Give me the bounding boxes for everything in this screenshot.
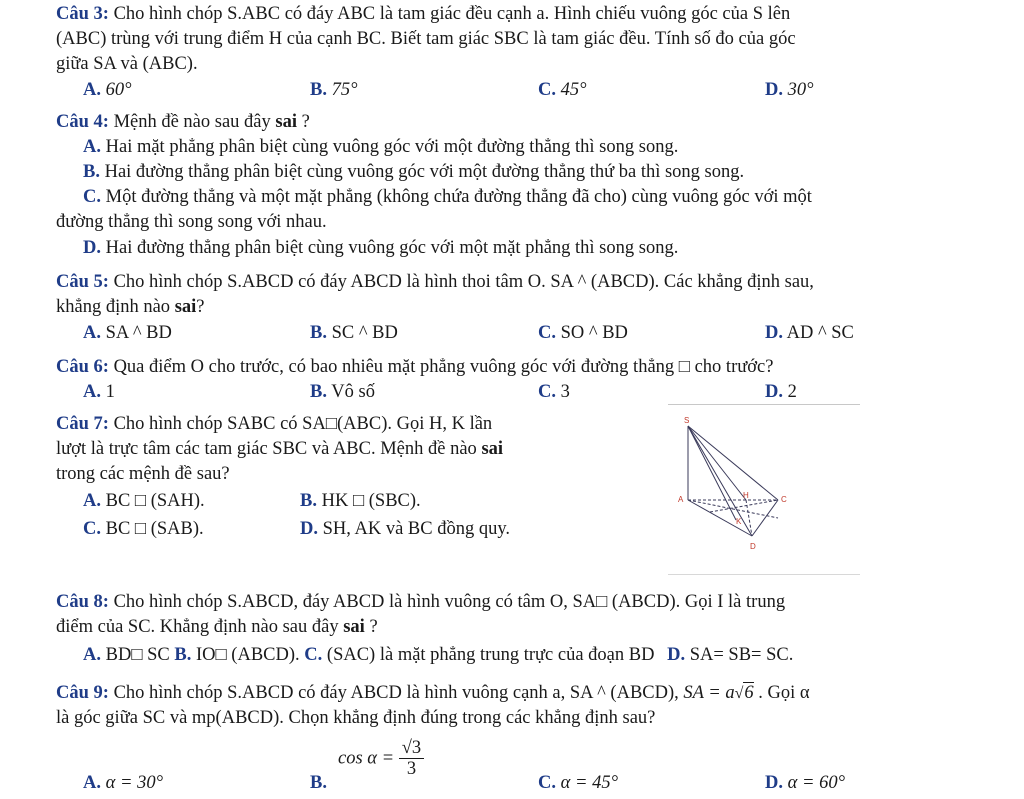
q6-option-a: A. 1 xyxy=(83,382,115,402)
q5-line-1: Câu 5: Cho hình chóp S.ABCD có đáy ABCD là hình thoi tâm O. SA ^ (ABCD). Các khẳng định sau, xyxy=(56,272,814,292)
q8-option-c: C. (SAC) là mặt phẳng trung trực của đoạn BD xyxy=(304,645,655,665)
q6-line-1: Câu 6: Qua điểm O cho trước, có bao nhiêu mặt phẳng vuông góc với đường thẳng □ cho trước? xyxy=(56,357,774,377)
q4-number: Câu 4: xyxy=(56,112,109,132)
q7-option-c: C. BC □ (SAB). xyxy=(83,519,204,539)
edge-sd xyxy=(688,426,752,536)
q7-line-3: trong các mệnh đề sau? xyxy=(56,464,230,484)
q7-number: Câu 7: xyxy=(56,414,109,434)
q4-line-1: Câu 4: Mệnh đề nào sau đây sai ? xyxy=(56,112,310,132)
q3-option-a: A. 60° xyxy=(83,80,132,100)
q7-option-a: A. BC □ (SAH). xyxy=(83,491,205,511)
q5-option-d: D. AD ^ SC xyxy=(765,323,854,343)
q8-option-b: B. IO□ (ABCD). xyxy=(174,645,300,665)
q6-number: Câu 6: xyxy=(56,357,109,377)
q6-option-d: D. 2 xyxy=(765,382,797,402)
q9-option-b: cos α = $\frac{√3}{3}$ xyxy=(338,738,424,779)
edge-dc xyxy=(752,500,778,536)
pyramid-figure xyxy=(670,412,820,562)
q3-line-1 xyxy=(56,2,790,27)
q5-option-c: C. SO ^ BD xyxy=(538,323,628,343)
edge-ad xyxy=(688,500,752,536)
edge-sk xyxy=(688,426,736,520)
q3-option-c: C. 45° xyxy=(538,80,587,100)
q9-option-d: D. α = 60° xyxy=(765,773,845,793)
q9-option-b-label: B. xyxy=(310,773,327,793)
q8-option-d: D. SA= SB= SC. xyxy=(667,645,794,665)
edge-sh xyxy=(688,426,746,500)
q9-line-1: Câu 9: Cho hình chóp S.ABCD có đáy ABCD là hình vuông cạnh a, SA ^ (ABCD), SA = a√6 . Gọi α xyxy=(56,683,810,703)
q7-option-b: B. HK □ (SBC). xyxy=(300,491,421,511)
q9-line-2: là góc giữa SC và mp(ABCD). Chọn khẳng định đúng trong các khẳng định sau? xyxy=(56,708,656,728)
q4-option-c: C. Một đường thẳng và một mặt phẳng (không chứa đường thẳng đã cho) cùng vuông góc với một xyxy=(83,187,812,207)
edge-sc xyxy=(688,426,778,500)
q5-option-a: A. SA ^ BD xyxy=(83,323,172,343)
q5-option-b: B. SC ^ BD xyxy=(310,323,398,343)
q7-option-d: D. SH, AK và BC đồng quy. xyxy=(300,519,511,539)
q3-option-d: D. 30° xyxy=(765,80,814,100)
q7-line-1: Câu 7: Cho hình chóp SABC có SA□(ABC). Gọi H, K lần xyxy=(56,414,493,434)
label-k: K xyxy=(736,517,742,526)
q9-number: Câu 9: xyxy=(56,683,109,703)
q3-number: Câu 3: xyxy=(56,4,109,24)
q4-option-a: A. Hai mặt phẳng phân biệt cùng vuông góc với một đường thẳng thì song song. xyxy=(83,137,679,157)
q6-option-b: B. Vô số xyxy=(310,382,375,402)
label-d: D xyxy=(750,542,756,551)
q6-option-c: C. 3 xyxy=(538,382,570,402)
label-h: H xyxy=(743,491,749,500)
q5-number: Câu 5: xyxy=(56,272,109,292)
q4-option-d: D. Hai đường thẳng phân biệt cùng vuông góc với một mặt phẳng thì song song. xyxy=(83,238,679,258)
q8-options xyxy=(83,643,793,668)
divider xyxy=(668,404,860,405)
label-c: C xyxy=(781,495,787,504)
q3-text-1: Cho hình chóp S.ABC có đáy ABC là tam giác đều cạnh a. Hình chiếu vuông góc của S lên xyxy=(113,4,791,24)
divider xyxy=(668,574,860,575)
q3-line-3: giữa SA và (ABC). xyxy=(56,54,198,74)
q8-line-1: Câu 8: Cho hình chóp S.ABCD, đáy ABCD là hình vuông có tâm O, SA□ (ABCD). Gọi I là trung xyxy=(56,592,786,612)
q8-line-2: điểm của SC. Khẳng định nào sau đây sai ? xyxy=(56,617,378,637)
q3-option-b: B. 75° xyxy=(310,80,358,100)
q7-line-2: lượt là trực tâm các tam giác SBC và ABC. Mệnh đề nào sai xyxy=(56,439,504,459)
q9-option-c: C. α = 45° xyxy=(538,773,618,793)
q4-option-b: B. Hai đường thẳng phân biệt cùng vuông góc với một đường thẳng thứ ba thì song song. xyxy=(83,162,745,182)
q3-line-2: (ABC) trùng với trung điểm H của cạnh BC. Biết tam giác SBC là tam giác đều. Tính số đo của góc xyxy=(56,29,796,49)
q9-option-a: A. α = 30° xyxy=(83,773,163,793)
q5-line-2: khẳng định nào sai? xyxy=(56,297,205,317)
q8-option-a: A. BD□ SC xyxy=(83,645,170,665)
label-s: S xyxy=(684,416,690,425)
q4-option-c-cont: đường thẳng thì song song với nhau. xyxy=(56,212,327,232)
q9-option-b-fraction: $\frac{√3}{3}$ xyxy=(399,738,424,779)
q8-number: Câu 8: xyxy=(56,592,109,612)
label-a: A xyxy=(678,495,684,504)
